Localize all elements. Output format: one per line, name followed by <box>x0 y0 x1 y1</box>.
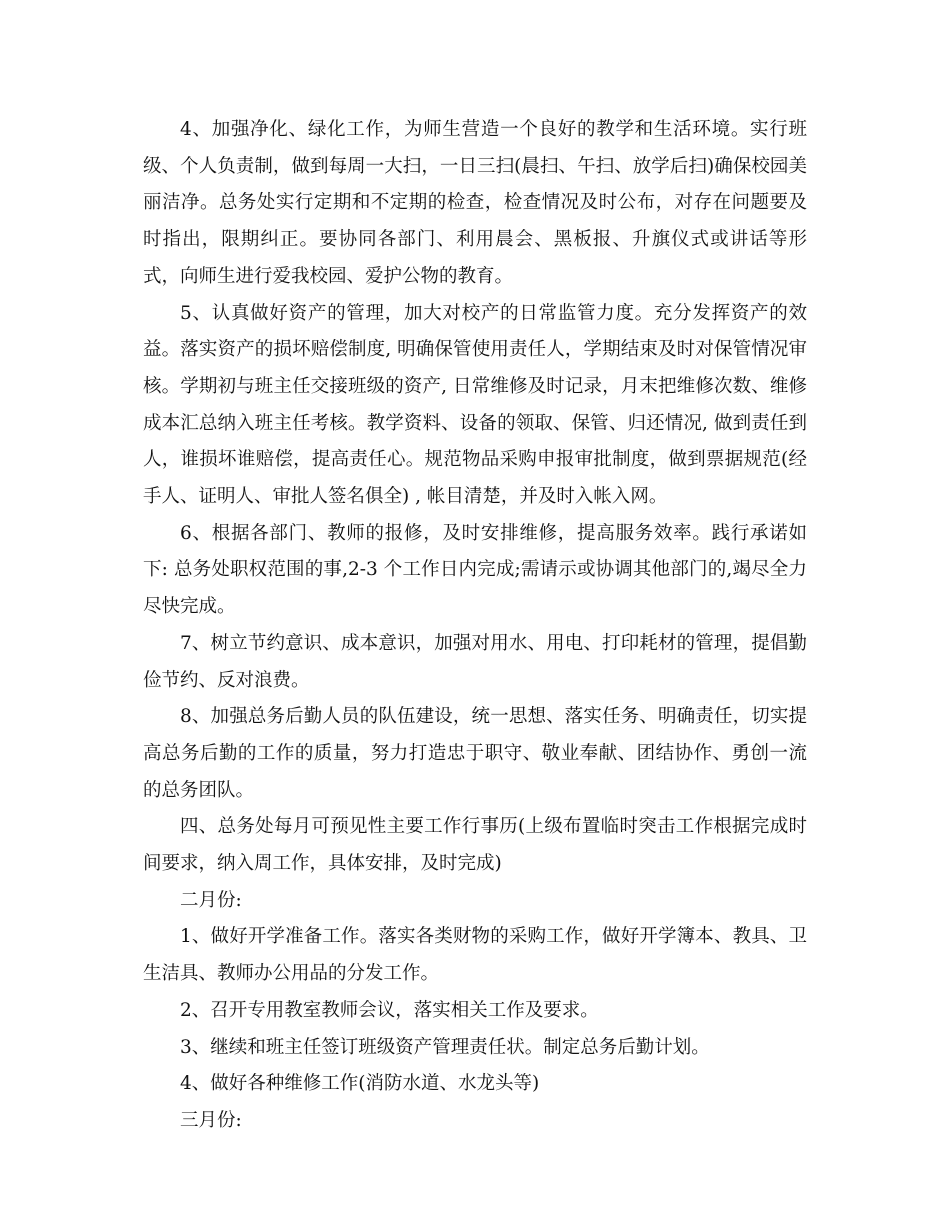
document-body <box>143 112 807 1140</box>
list-item-feb-3: 3、继续和班主任签订班级资产管理责任状。制定总务后勤计划。 <box>180 1036 710 1058</box>
month-heading-march: 三月份: <box>180 1109 242 1131</box>
list-item-feb-4: 4、做好各种维修工作(消防水道、水龙头等) <box>180 1073 540 1095</box>
paragraph-team-building: 8、加强总务后勤人员的队伍建设，统一思想、落实任务、明确责任，切实提高总务后勤的工作的质量，努力打造忠于职守、敬业奉献、团结协作、勇创一流的总务团队。 <box>143 706 807 801</box>
section-heading-monthly-calendar: 四、总务处每月可预见性主要工作行事历(上级布置临时突击工作根据完成时间要求，纳入周工作，具体安排，及时完成) <box>143 816 807 875</box>
paragraph-cleaning-greening: 4、加强净化、绿化工作，为师生营造一个良好的教学和生活环境。实行班级、个人负责制，做到每周一大扫，一日三扫(晨扫、午扫、放学后扫)确保校园美丽洁净。总务处实行定期和不定期的检查，检查情况及时公布，对存在问题要及时指出，限期纠正。要协同各部门、利用晨会、黑板报、升旗仪式或讲话等形式，向师生进行爱我校园、爱护公物的教育。 <box>143 119 807 287</box>
list-item-feb-1: 1、做好开学准备工作。落实各类财物的采购工作，做好开学簿本、教具、卫生洁具、教师办公用品的分发工作。 <box>143 926 807 985</box>
paragraph-saving-awareness: 7、树立节约意识、成本意识，加强对用水、用电、打印耗材的管理，提倡勤俭节约、反对浪费。 <box>143 632 807 691</box>
paragraph-repair-service: 6、根据各部门、教师的报修，及时安排维修，提高服务效率。践行承诺如下: 总务处职权范围的事,2-3 个工作日内完成;需请示或协调其他部门的,竭尽全力尽快完成。 <box>143 522 807 618</box>
list-item-feb-2: 2、召开专用教室教师会议，落实相关工作及要求。 <box>180 999 599 1021</box>
paragraph-asset-management: 5、认真做好资产的管理，加大对校产的日常监管力度。充分发挥资产的效益。落实资产的损坏赔偿制度, 明确保管使用责任人，学期结束及时对保管情况审核。学期初与班主任交接班级的资产, 日常维修及时记录，月末把维修次数、维修成本汇总纳入班主任考核。教学资料、设备的领取、保管、归还情况, 做到责任到人，谁损坏谁赔偿，提高责任心。规范物品采购申报审批制度，做到票据规范(经手人、证明人、审批人签名俱全) , 帐目清楚，并及时入帐入网。 <box>143 302 807 508</box>
month-heading-february: 二月份: <box>180 889 242 911</box>
